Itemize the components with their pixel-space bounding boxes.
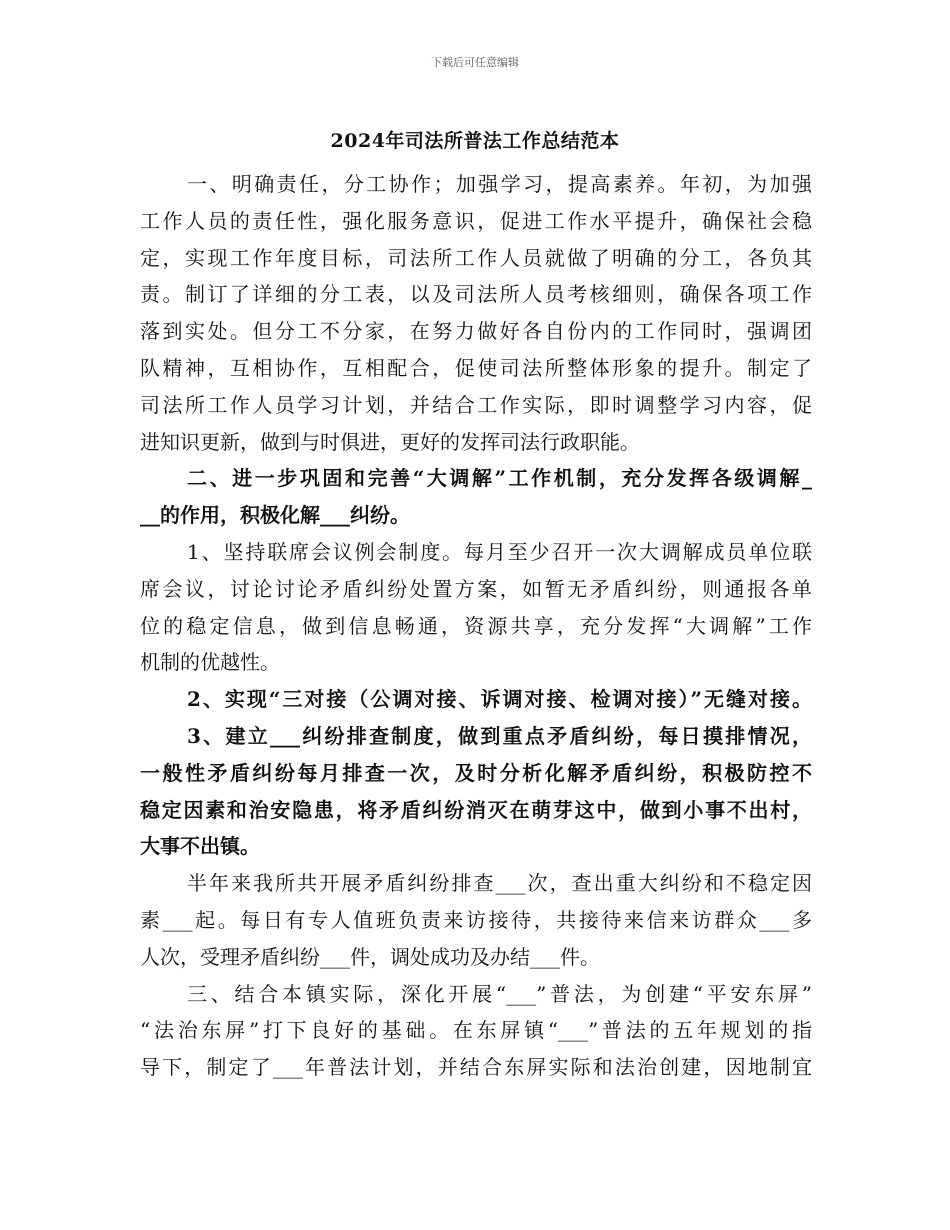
body-text-line: 大事不出镇。 xyxy=(140,834,260,859)
page-header: 下载后可任意编辑 xyxy=(431,56,519,69)
body-text-line: 机制的优越性。 xyxy=(140,650,280,675)
body-text-line: 1、坚持联席会议例会制度。每月至少召开一次大调解成员单位联 xyxy=(187,539,812,564)
body-text-line: 席会议，讨论讨论矛盾纠纷处置方案，如暂无矛盾纠纷，则通报各单 xyxy=(140,576,812,601)
body-text-line: 一、明确责任，分工协作；加强学习，提高素养。年初，为加强 xyxy=(187,172,812,196)
body-text-line: 稳定因素和治安隐患，将矛盾纠纷消灭在萌芽这中，做到小事不出村， xyxy=(140,797,812,822)
body-text-line: __的作用，积极化解___纠纷。 xyxy=(140,503,410,528)
body-text-line: 2、实现“三对接（公调对接、诉调对接、检调对接）”无缝对接。 xyxy=(187,687,812,712)
body-text-line: 导下，制定了___年普法计划，并结合东屏实际和法治创建，因地制宜 xyxy=(140,1055,812,1080)
body-text-line: 三、结合本镇实际，深化开展“___”普法，为创建“平安东屏” xyxy=(187,981,812,1006)
body-text-line: 司法所工作人员学习计划，并结合工作实际，即时调整学习内容，促 xyxy=(140,392,812,417)
body-text-line: “法治东屏”打下良好的基础。在东屏镇“___”普法的五年规划的指 xyxy=(140,1018,812,1043)
body-text-line: 落到实处。但分工不分家，在努力做好各自份内的工作同时，强调团 xyxy=(140,319,812,344)
body-text-line: 队精神，互相协作，互相配合，促使司法所整体形象的提升。制定了 xyxy=(140,355,812,380)
body-text-line: 素___起。每日有专人值班负责来访接待，共接待来信来访群众___多 xyxy=(140,907,812,932)
document-title: 2024年司法所普法工作总结范本 xyxy=(330,130,620,152)
body-text-line: 二、进一步巩固和完善“大调解”工作机制，充分发挥各级调解_ xyxy=(187,466,812,491)
body-text-line: 责。制订了详细的分工表，以及司法所人员考核细则，确保各项工作 xyxy=(140,282,812,307)
body-text-line: 3、建立___纠纷排查制度，做到重点矛盾纠纷，每日摸排情况， xyxy=(187,723,812,748)
body-text-line: 一般性矛盾纠纷每月排查一次，及时分析化解矛盾纠纷，积极防控不 xyxy=(140,760,812,785)
document-body xyxy=(140,166,812,1086)
body-text-line: 位的稳定信息，做到信息畅通，资源共享，充分发挥“大调解”工作 xyxy=(140,613,812,638)
body-text-line: 人次，受理矛盾纠纷___件，调处成功及办结___件。 xyxy=(140,944,600,969)
body-text-line: 进知识更新，做到与时俱进，更好的发挥司法行政职能。 xyxy=(140,429,640,454)
body-text-line: 工作人员的责任性，强化服务意识，促进工作水平提升，确保社会稳 xyxy=(140,208,812,233)
body-text-line: 半年来我所共开展矛盾纠纷排查___次，查出重大纠纷和不稳定因 xyxy=(187,871,812,896)
body-text-line: 定，实现工作年度目标，司法所工作人员就做了明确的分工，各负其 xyxy=(140,245,812,270)
